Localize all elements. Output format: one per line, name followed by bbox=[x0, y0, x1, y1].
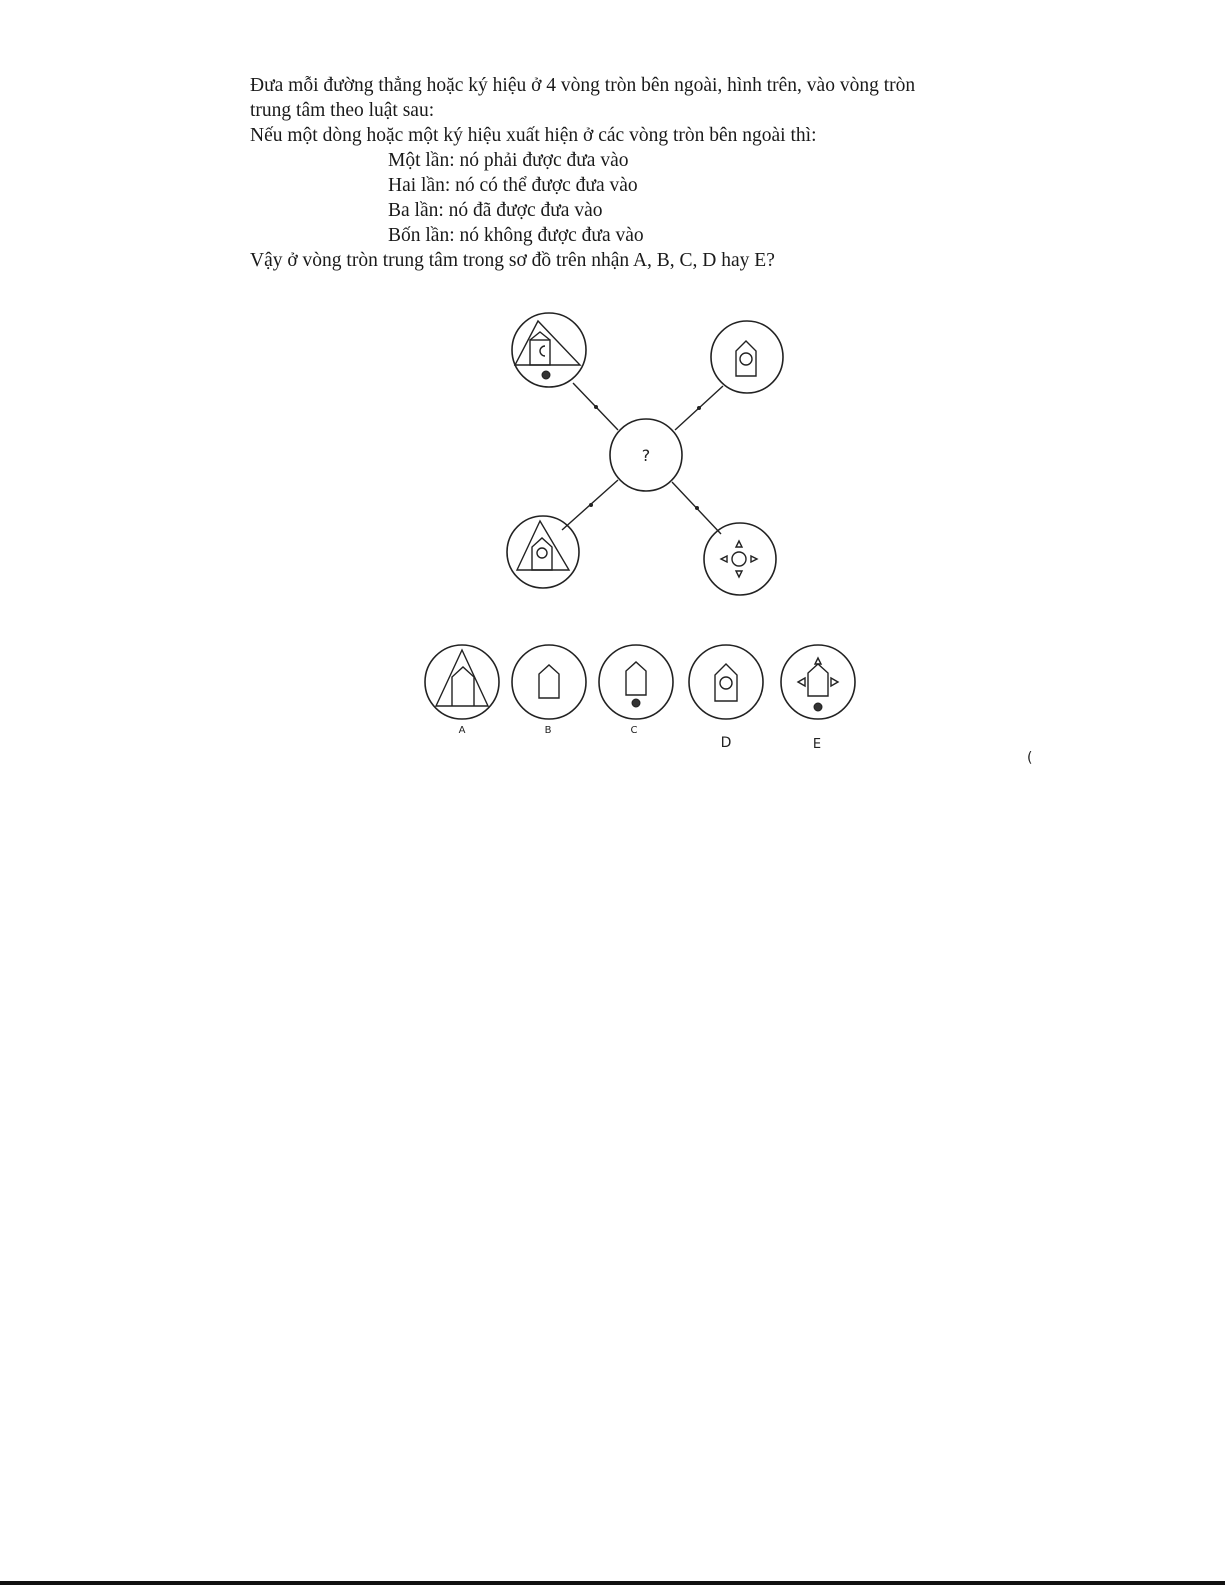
instruction-line-3: Nếu một dòng hoặc một ký hiệu xuất hiện ở các vòng tròn bên ngoài thì: bbox=[250, 125, 817, 146]
instruction-line-2: trung tâm theo luật sau: bbox=[250, 100, 435, 121]
option-c bbox=[599, 645, 673, 736]
option-d bbox=[689, 645, 763, 751]
rule-four-times: Bốn lần: nó không được đưa vào bbox=[388, 225, 644, 246]
option-c-label: C bbox=[630, 725, 638, 736]
rule-once: Một lần: nó phải được đưa vào bbox=[388, 150, 629, 171]
rule-three-times: Ba lần: nó đã được đưa vào bbox=[388, 200, 603, 221]
outer-circle-top-right bbox=[711, 321, 783, 393]
question-mark: ? bbox=[641, 446, 651, 465]
page-number-fragment: ( bbox=[1027, 750, 1033, 766]
option-e-label: E bbox=[812, 737, 822, 752]
outer-circle-top-left bbox=[512, 313, 586, 387]
option-e bbox=[781, 645, 855, 752]
rule-twice: Hai lần: nó có thể được đưa vào bbox=[388, 175, 638, 196]
instruction-line-1: Đưa mỗi đường thẳng hoặc ký hiệu ở 4 vòng tròn bên ngoài, hình trên, vào vòng tròn bbox=[250, 75, 916, 96]
option-b-label: B bbox=[544, 725, 552, 736]
outer-circle-bottom-right bbox=[704, 523, 776, 595]
option-a bbox=[425, 645, 499, 736]
bottom-rule bbox=[0, 1581, 1225, 1585]
question-text: Vậy ở vòng tròn trung tâm trong sơ đồ trên nhận A, B, C, D hay E? bbox=[250, 250, 775, 271]
option-a-label: A bbox=[458, 725, 466, 736]
option-b bbox=[512, 645, 586, 736]
option-d-label: D bbox=[720, 735, 732, 751]
center-circle bbox=[610, 419, 682, 491]
outer-circle-bottom-left bbox=[507, 516, 579, 588]
